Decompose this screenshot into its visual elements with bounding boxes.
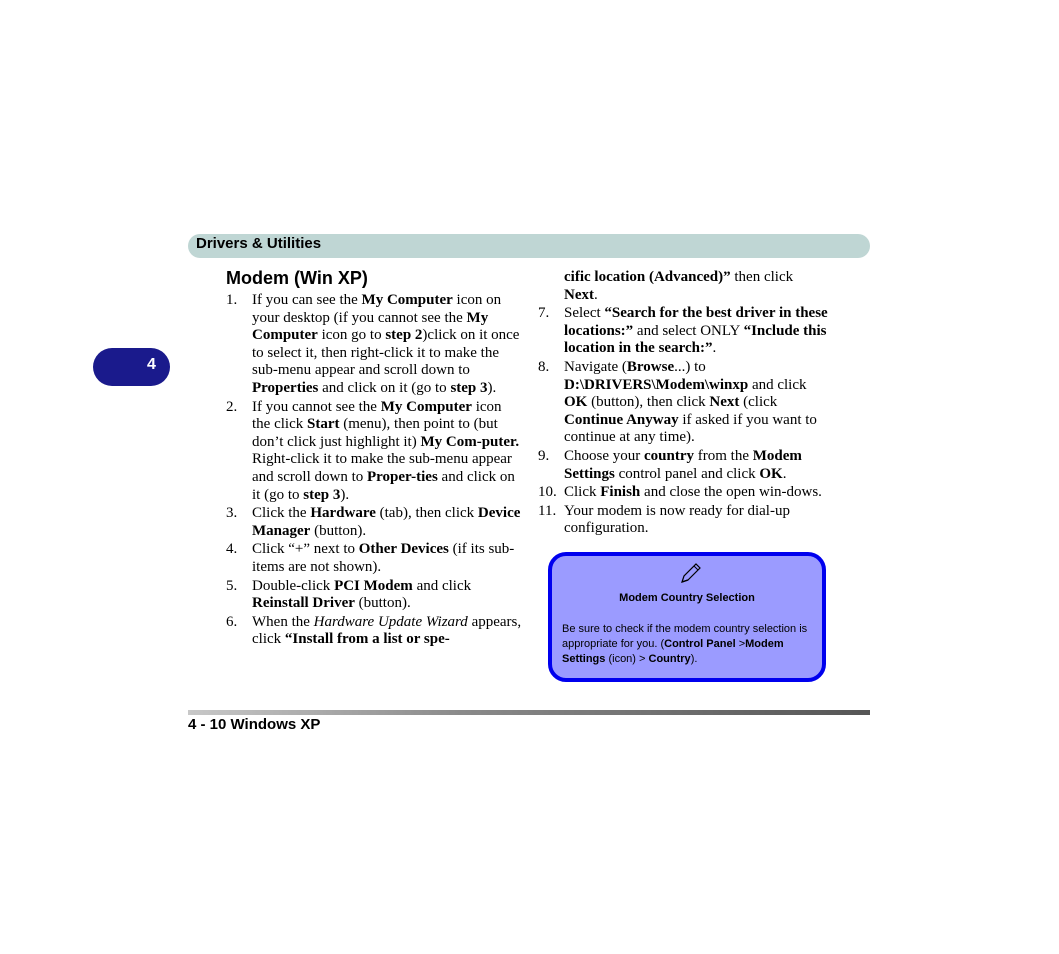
text-run: if asked if you want to continue at any time). [564, 411, 817, 446]
step-number: 1. [226, 292, 238, 308]
text-run: Modem Settings [562, 638, 784, 665]
steps-left-column [226, 292, 522, 650]
text-run: appears, click [252, 613, 522, 648]
text-run: If you cannot see the [252, 398, 381, 415]
header-title: Drivers & Utilities [196, 235, 322, 252]
footer-divider [188, 710, 870, 715]
text-run: icon go to [317, 327, 386, 344]
step-item [538, 359, 828, 447]
step-6-continuation [538, 269, 828, 304]
text-run: > [735, 638, 746, 650]
text-run: D:\DRIVERS\Modem\winxp [564, 376, 749, 393]
note-body [562, 622, 820, 667]
text-run: ...) to [674, 358, 706, 375]
text-run: (click [739, 394, 778, 411]
step-number: 6. [226, 613, 238, 630]
text-run: and click on it (go to [252, 468, 515, 503]
text-run: (menu), then point to (but don’t click just highlight it) [252, 416, 498, 450]
text-run: Control Panel [664, 638, 736, 650]
text-run: Hardware Update Wizard [313, 613, 468, 630]
text-run: Next [564, 286, 594, 303]
chapter-number: 4 [147, 356, 156, 373]
text-run: . [712, 340, 717, 357]
text-run: Modem Settings [564, 447, 802, 482]
text-run: (button). [354, 595, 411, 612]
step-text [252, 505, 522, 540]
text-run: Device Manager [252, 505, 521, 539]
step-item [538, 448, 828, 483]
text-run: and click [412, 577, 472, 594]
text-run: Country [648, 653, 691, 665]
text-run: Next [709, 394, 740, 411]
text-run: icon on your desktop (if you cannot see the [252, 292, 502, 326]
step-text [564, 503, 828, 538]
text-run: and select ONLY [633, 322, 744, 339]
text-run: My Computer [252, 309, 489, 344]
text-run: ). [340, 486, 350, 503]
text-run: “Install from a list or spe- [284, 631, 450, 648]
text-run: . [594, 286, 598, 303]
text-run: icon the click [252, 398, 502, 433]
text-run: and click on it (go to [318, 379, 451, 396]
text-run: Hardware [310, 505, 376, 522]
note-title: Modem Country Selection [619, 592, 755, 604]
text-run: My Com-puter. [420, 433, 520, 450]
step-text [564, 305, 828, 358]
step-text [252, 578, 522, 613]
text-run: Navigate ( [564, 358, 627, 375]
text-run: Continue Anyway [564, 411, 679, 428]
step-number: 7. [538, 305, 550, 322]
text-run: (button), then click [587, 394, 710, 411]
text-run: ). [487, 379, 497, 396]
text-run: Click “+” next to [252, 541, 359, 558]
step-text [252, 614, 522, 649]
step-text [564, 359, 828, 447]
chapter-tab [93, 348, 170, 386]
text-run: Reinstall Driver [252, 595, 355, 612]
text-run: My Computer [361, 292, 453, 308]
step-text [252, 292, 522, 398]
text-run: Other Devices [358, 541, 449, 558]
text-run: (icon) > [605, 653, 649, 665]
step-item [226, 505, 522, 540]
text-run: step 3 [450, 379, 488, 396]
note-box [548, 552, 826, 682]
pen-icon [678, 562, 702, 586]
text-run: Your modem is now ready for dial-up configuration. [564, 502, 790, 537]
text-run: (tab), then click [375, 505, 478, 522]
text-run: ). [690, 653, 698, 665]
section-title: Modem (Win XP) [226, 268, 368, 288]
step-text [564, 448, 828, 483]
step-text [564, 484, 828, 502]
text-run: and click [748, 376, 807, 393]
steps-right-column [538, 269, 828, 539]
text-run: Proper-ties [366, 468, 438, 485]
footer-page-label: 4 - 10 Windows XP [188, 716, 321, 733]
text-run: PCI Modem [334, 577, 413, 594]
text-run: . [782, 465, 787, 482]
text-run: Click the [252, 505, 311, 522]
text-run: “Include this location in the search:” [564, 322, 827, 357]
text-run: OK [564, 394, 588, 411]
text-run: control panel and click [614, 465, 760, 482]
text-run: Double-click [252, 577, 335, 594]
step-item [226, 578, 522, 613]
text-run: then click [730, 269, 794, 285]
text-run: Start [306, 416, 340, 433]
text-run: Properties [252, 379, 319, 396]
text-run: (button). [310, 522, 367, 539]
text-run: (if its sub-items are not shown). [252, 541, 515, 575]
step-item [226, 541, 522, 576]
text-run: Finish [600, 484, 641, 501]
text-run: OK [759, 465, 783, 482]
step-number: 3. [226, 505, 238, 522]
text-run: When the [252, 613, 314, 630]
step-item [226, 614, 522, 649]
step-number: 8. [538, 358, 550, 375]
step-number: 4. [226, 541, 238, 558]
step-item [226, 399, 522, 505]
step-item [226, 292, 522, 398]
text-run: Choose your [564, 447, 644, 464]
step-text [252, 541, 522, 576]
text-run: My Computer [380, 398, 472, 415]
step-item [538, 484, 828, 502]
text-run: and close the open win-dows. [640, 484, 822, 501]
text-run: step 2 [385, 327, 423, 344]
text-run: Browse [626, 358, 675, 375]
text-run: cific location (Advanced)” [564, 269, 731, 285]
text-run: from the [694, 447, 753, 464]
text-run: Right-click it to make the sub-menu appear and scroll down to [252, 451, 512, 485]
step-number: 9. [538, 447, 550, 464]
text-run: Select [564, 305, 605, 322]
text-run: “Search for the best driver in these locations:” [564, 305, 828, 339]
step-number: 5. [226, 577, 238, 594]
text-run: If you can see the [252, 292, 362, 308]
text-run: Be sure to check if the modem country selection is appropriate for you. ( [562, 623, 808, 650]
step-item [538, 305, 828, 358]
step-text [252, 399, 522, 505]
step-number: 11. [538, 502, 557, 519]
text-run: step 3 [303, 486, 341, 503]
step-number: 10. [538, 484, 557, 501]
step-item [538, 503, 828, 538]
text-run: country [644, 447, 694, 464]
text-run: Click [564, 484, 601, 501]
text-run: )click on it once to select it, then right-click it to make the sub-menu appear and scroll down to [252, 327, 520, 379]
step-number: 2. [226, 398, 238, 415]
